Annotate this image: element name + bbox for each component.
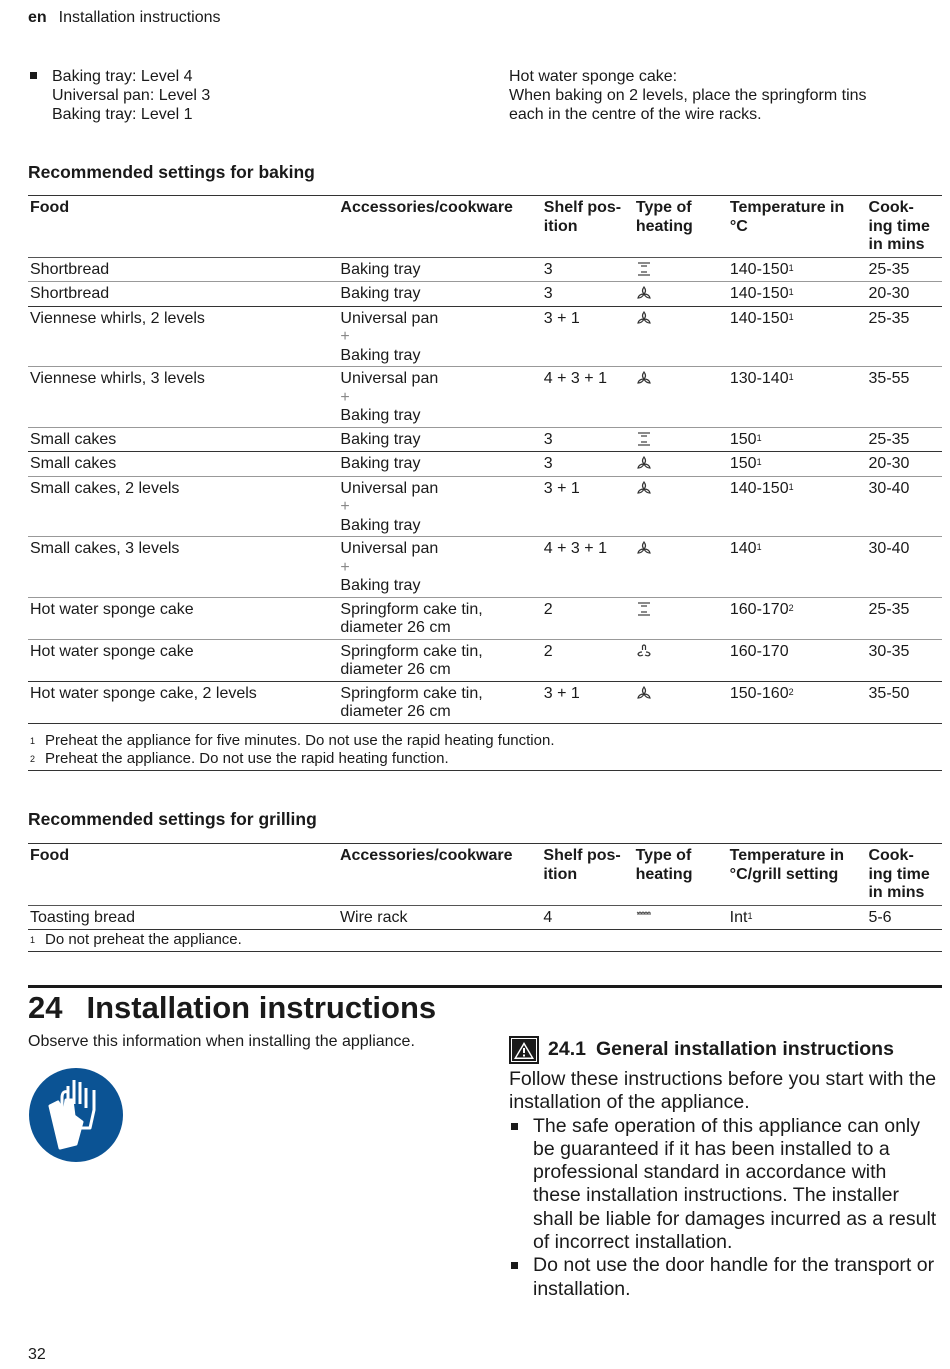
shelf-cell: 3 + 1 — [542, 476, 634, 537]
cooking-time-cell: 25-35 — [867, 427, 942, 452]
table-row — [28, 905, 942, 930]
language-code: en — [28, 9, 47, 26]
bullet-item: The safe operation of this appliance can only be guaranteed if it has been installed to a professional standard in accordance with these installation instructions. The installer shall be liable for damages incurred as a result of incorrect installation. — [533, 1115, 939, 1255]
chapter-heading — [28, 985, 942, 1026]
column-header: Temperature in °C/grill setting — [728, 844, 867, 906]
accessory-line: Universal pan — [340, 309, 439, 327]
temperature-value: 140-150 — [729, 260, 789, 278]
running-header — [28, 9, 221, 27]
column-header: Temperature in °C — [728, 196, 867, 258]
column-header: Cook- ing time in mins — [867, 196, 942, 258]
accessory-cell — [338, 905, 541, 930]
heating-cell — [634, 282, 728, 307]
food-cell: Hot water sponge cake — [28, 597, 338, 639]
accessory-cell — [338, 681, 541, 723]
temperature-value: 160-170 — [729, 642, 789, 660]
accessory-line: Baking tray — [340, 407, 421, 424]
temperature-value: 140 — [729, 540, 757, 557]
accessory-line: Baking tray — [340, 260, 421, 278]
footnote-ref: 2 — [788, 602, 794, 613]
table-row — [28, 427, 942, 452]
intro-line: When baking on 2 levels, place the springform tins — [509, 87, 867, 104]
footnote-ref: 2 — [788, 686, 794, 697]
column-header: Accessories/cookware — [338, 196, 541, 258]
full-surface-grill-icon — [636, 910, 652, 927]
footnote — [28, 931, 942, 949]
heating-cell — [634, 257, 728, 282]
accessory-line: diameter 26 cm — [340, 703, 451, 720]
intro-line: Universal pan: Level 3 — [52, 87, 211, 104]
footnote — [28, 750, 942, 768]
accessory-cell — [338, 282, 541, 307]
heating-cell — [634, 639, 728, 681]
temperature-value: 130-140 — [729, 370, 789, 387]
footnote-ref: 1 — [788, 372, 794, 382]
heating-cell — [634, 476, 728, 537]
food-cell: Hot water sponge cake, 2 levels — [28, 681, 338, 723]
baking-table — [28, 195, 942, 724]
temperature-cell — [728, 639, 867, 681]
shelf-cell: 3 — [542, 427, 634, 452]
bullet-item: Do not use the door handle for the transport or installation. — [533, 1254, 939, 1301]
accessory-line: Baking tray — [340, 516, 421, 534]
column-header: Type of heating — [634, 196, 728, 258]
heating-cell — [634, 427, 728, 452]
table-row — [28, 681, 942, 723]
footnote-text: Do not preheat the appliance. — [45, 931, 242, 948]
grilling-footnotes — [28, 931, 942, 952]
footnote-ref: 1 — [747, 910, 753, 921]
wear-gloves-icon — [28, 1066, 124, 1169]
cooking-time-cell: 25-35 — [867, 257, 942, 282]
column-header: Food — [28, 844, 338, 906]
shelf-cell: 4 + 3 + 1 — [542, 367, 634, 428]
shelf-cell: 3 + 1 — [542, 681, 634, 723]
shelf-cell: 4 — [541, 905, 633, 930]
footnote-ref: 1 — [788, 287, 794, 297]
table-row — [28, 452, 942, 477]
accessory-line: Baking tray — [340, 577, 421, 594]
food-cell: Small cakes — [28, 452, 338, 477]
food-cell: Small cakes, 2 levels — [28, 476, 338, 537]
shelf-cell: 3 + 1 — [542, 306, 634, 367]
temperature-value: Int — [729, 908, 748, 926]
shelf-cell: 3 — [542, 452, 634, 477]
hot-air-icon — [636, 686, 652, 703]
accessory-cell — [338, 452, 541, 477]
temperature-cell — [728, 537, 867, 598]
footnote-ref: 1 — [756, 457, 762, 467]
food-cell: Hot water sponge cake — [28, 639, 338, 681]
accessory-line: + — [340, 388, 350, 406]
temperature-value: 150 — [729, 430, 757, 448]
intro-line: Baking tray: Level 4 — [52, 68, 193, 85]
temperature-cell — [728, 452, 867, 477]
temperature-value: 140-150 — [729, 285, 789, 302]
header-title: Installation instructions — [58, 9, 221, 26]
shelf-cell: 2 — [542, 597, 634, 639]
temperature-cell — [728, 476, 867, 537]
food-cell: Shortbread — [28, 257, 338, 282]
accessory-line: Baking tray — [340, 455, 421, 472]
warning-icon — [509, 1036, 539, 1064]
top-bottom-heat-icon — [636, 262, 652, 279]
top-bottom-heat-icon — [636, 602, 652, 619]
grilling-table — [28, 843, 942, 930]
cooking-time-cell: 30-35 — [867, 639, 942, 681]
heating-cell — [634, 306, 728, 367]
shelf-cell: 3 — [542, 282, 634, 307]
food-cell: Small cakes — [28, 427, 338, 452]
accessory-cell — [338, 306, 541, 367]
column-header: Food — [28, 196, 338, 258]
cooking-time-cell: 30-40 — [867, 476, 942, 537]
cooking-time-cell: 25-35 — [867, 597, 942, 639]
table-row — [28, 257, 942, 282]
food-cell: Viennese whirls, 3 levels — [28, 367, 338, 428]
table-row — [28, 597, 942, 639]
accessory-line: Universal pan — [340, 540, 439, 557]
intro-line: Hot water sponge cake: — [509, 68, 678, 85]
chapter-title: Installation instructions — [86, 990, 437, 1025]
hot-air-icon — [636, 371, 652, 388]
accessory-cell — [338, 257, 541, 282]
top-bottom-heat-icon — [636, 432, 652, 449]
column-header: Cook- ing time in mins — [866, 844, 942, 906]
footnote-number: 2 — [30, 754, 36, 764]
chapter-number: 24 — [28, 990, 63, 1025]
shelf-cell: 3 — [542, 257, 634, 282]
heating-cell — [634, 597, 728, 639]
accessory-cell — [338, 367, 541, 428]
accessory-line: diameter 26 cm — [340, 661, 451, 678]
accessory-line: + — [340, 558, 350, 576]
hot-air-icon — [636, 311, 652, 328]
baking-heading: Recommended settings for baking — [28, 162, 315, 182]
grilling-heading: Recommended settings for grilling — [28, 809, 317, 829]
temperature-cell — [728, 306, 867, 367]
column-header: Shelf pos- ition — [542, 196, 634, 258]
temperature-cell — [728, 427, 867, 452]
heating-cell — [634, 367, 728, 428]
header-row — [28, 196, 942, 258]
cooking-time-cell: 5-6 — [866, 905, 942, 930]
section-bullets — [509, 1115, 939, 1301]
footnote-ref: 1 — [788, 311, 794, 322]
accessory-line: Springform cake tin, — [340, 684, 483, 702]
accessory-line: Universal pan — [340, 479, 439, 497]
accessory-line: Baking tray — [340, 430, 421, 448]
accessory-cell — [338, 597, 541, 639]
accessory-cell — [338, 476, 541, 537]
temperature-value: 140-150 — [729, 309, 789, 327]
heating-cell — [634, 452, 728, 477]
column-header: Shelf pos- ition — [541, 844, 633, 906]
cooking-time-cell: 20-30 — [867, 452, 942, 477]
bullet — [30, 72, 37, 79]
hot-air-gentle-icon — [636, 644, 652, 661]
accessory-line: + — [340, 328, 350, 345]
column-header: Accessories/cookware — [338, 844, 541, 906]
page-number: 32 — [28, 1346, 46, 1363]
temperature-value: 160-170 — [729, 600, 789, 618]
table-row — [28, 476, 942, 537]
food-cell: Small cakes, 3 levels — [28, 537, 338, 598]
temperature-value: 150 — [729, 455, 757, 472]
section-intro: Follow these instructions before you start with the installation of the appliance. — [509, 1068, 937, 1114]
accessory-line: Wire rack — [339, 908, 408, 926]
intro-line: Baking tray: Level 1 — [52, 106, 193, 123]
heating-cell — [634, 681, 728, 723]
temperature-cell — [728, 597, 867, 639]
footnote — [28, 732, 942, 750]
accessory-line: Springform cake tin, — [340, 642, 483, 660]
intro-left — [52, 67, 210, 124]
temperature-cell — [728, 905, 867, 930]
accessory-line: Baking tray — [340, 346, 421, 364]
footnote-ref: 1 — [756, 542, 762, 552]
intro-line: each in the centre of the wire racks. — [509, 106, 762, 123]
accessory-line: diameter 26 cm — [340, 619, 451, 636]
cooking-time-cell: 35-55 — [867, 367, 942, 428]
table-row — [28, 367, 942, 428]
temperature-cell — [728, 367, 867, 428]
shelf-cell: 2 — [542, 639, 634, 681]
hot-air-icon — [636, 286, 652, 303]
temperature-cell — [728, 257, 867, 282]
footnote-number: 1 — [30, 736, 36, 746]
footnote-ref: 1 — [788, 481, 794, 492]
heating-cell — [634, 537, 728, 598]
food-cell: Toasting bread — [28, 905, 338, 930]
column-header: Type of heating — [634, 844, 728, 906]
footnote-ref: 1 — [788, 262, 794, 273]
table-row — [28, 537, 942, 598]
accessory-line: Universal pan — [340, 370, 439, 387]
temperature-value: 150-160 — [729, 684, 789, 702]
accessory-cell — [338, 639, 541, 681]
table-row — [28, 282, 942, 307]
accessory-cell — [338, 427, 541, 452]
footnote-ref: 1 — [756, 432, 762, 443]
temperature-value: 140-150 — [729, 479, 789, 497]
hot-air-icon — [636, 456, 652, 473]
accessory-cell — [338, 537, 541, 598]
header-row — [28, 844, 942, 906]
shelf-cell: 4 + 3 + 1 — [542, 537, 634, 598]
temperature-cell — [728, 282, 867, 307]
accessory-line: Springform cake tin, — [340, 600, 483, 618]
cooking-time-cell: 35-50 — [867, 681, 942, 723]
section-number: 24.1 — [548, 1038, 586, 1061]
table-row — [28, 306, 942, 367]
temperature-cell — [728, 681, 867, 723]
accessory-line: + — [340, 498, 350, 515]
food-cell: Shortbread — [28, 282, 338, 307]
chapter-intro: Observe this information when installing the appliance. — [28, 1033, 415, 1050]
cooking-time-cell: 25-35 — [867, 306, 942, 367]
baking-footnotes — [28, 732, 942, 771]
section-heading — [509, 1036, 939, 1064]
heating-cell — [634, 905, 728, 930]
footnote-text: Preheat the appliance for five minutes. Do not use the rapid heating function. — [45, 732, 555, 749]
intro-right — [509, 67, 867, 124]
hot-air-icon — [636, 481, 652, 498]
accessory-line: Baking tray — [340, 285, 421, 302]
food-cell: Viennese whirls, 2 levels — [28, 306, 338, 367]
cooking-time-cell: 20-30 — [867, 282, 942, 307]
cooking-time-cell: 30-40 — [867, 537, 942, 598]
footnote-number: 1 — [30, 935, 36, 945]
section-24-1 — [509, 1036, 939, 1301]
section-title: General installation instructions — [595, 1038, 894, 1061]
hot-air-icon — [636, 541, 652, 558]
table-row — [28, 639, 942, 681]
footnote-text: Preheat the appliance. Do not use the rapid heating function. — [45, 750, 449, 767]
